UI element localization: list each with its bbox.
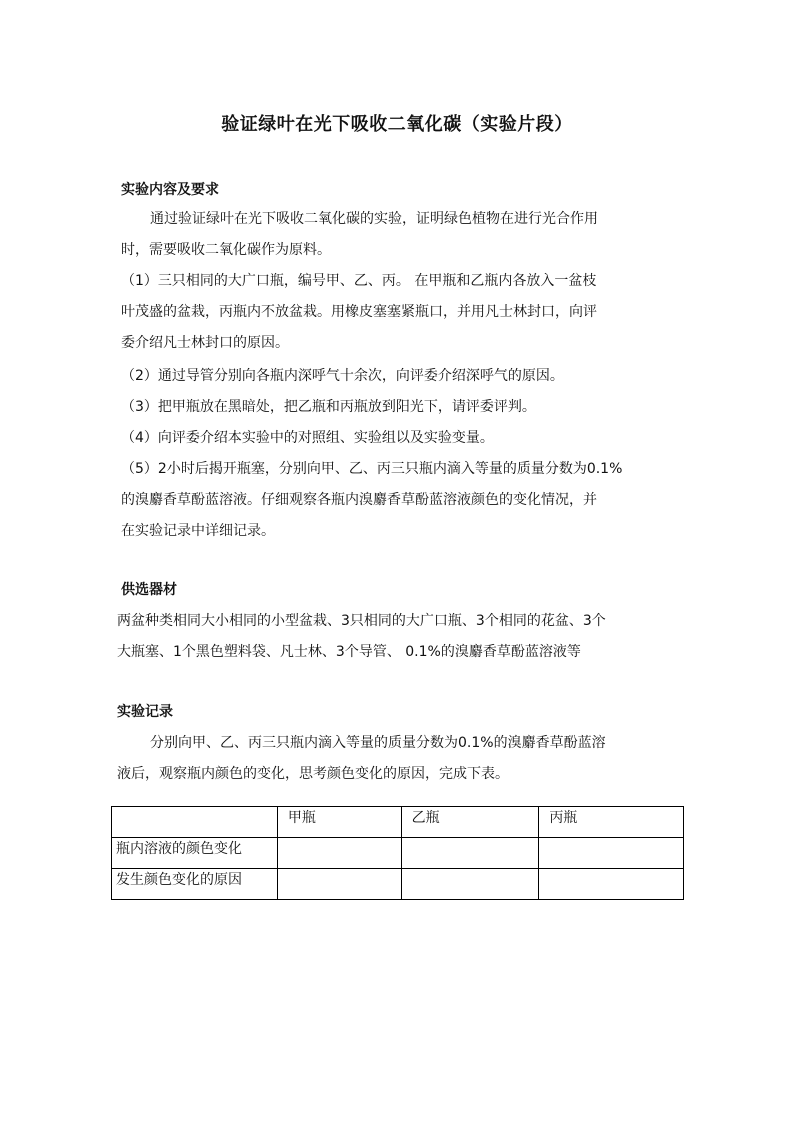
table-header-cell: 丙瓶	[539, 807, 684, 838]
table-cell	[539, 869, 684, 900]
paragraph-line: 时，需要吸收二氧化碳作为原料。	[121, 242, 331, 258]
section-heading-record: 实验记录	[117, 704, 173, 720]
table-row-label: 发生颜色变化的原因	[112, 869, 278, 900]
table-cell	[539, 838, 684, 869]
paragraph-line: （2）通过导管分别向各瓶内深呼气十余次，向评委介绍深呼气的原因。	[121, 368, 564, 384]
paragraph-line: （1）三只相同的大广口瓶，编号甲、乙、丙。 在甲瓶和乙瓶内各放入一盆枝	[121, 273, 597, 289]
section-heading-materials: 供选器材	[121, 582, 177, 598]
table-header-cell	[112, 807, 278, 838]
table-row	[112, 869, 684, 900]
page-title: 验证绿叶在光下吸收二氧化碳（实验片段）	[221, 114, 573, 135]
paragraph-line: 委介绍凡士林封口的原因。	[121, 335, 289, 351]
section-heading-requirements: 实验内容及要求	[121, 182, 219, 198]
table-cell	[401, 838, 539, 869]
paragraph-line: 通过验证绿叶在光下吸收二氧化碳的实验，证明绿色植物在进行光合作用	[150, 211, 598, 227]
paragraph-line: （4）向评委介绍本实验中的对照组、实验组以及实验变量。	[121, 430, 494, 446]
paragraph-line: （3）把甲瓶放在黑暗处，把乙瓶和丙瓶放到阳光下，请评委评判。	[121, 399, 536, 415]
table-header-cell: 甲瓶	[277, 807, 401, 838]
paragraph-line: 的溴麝香草酚蓝溶液。仔细观察各瓶内溴麝香草酚蓝溶液颜色的变化情况，并	[121, 492, 597, 508]
table-cell	[401, 869, 539, 900]
paragraph-line: 在实验记录中详细记录。	[121, 523, 275, 539]
paragraph-line: 两盆种类相同大小相同的小型盆栽、3只相同的大广口瓶、3个相同的花盆、3个	[117, 613, 606, 629]
paragraph-line: 分别向甲、乙、丙三只瓶内滴入等量的质量分数为0.1%的溴麝香草酚蓝溶	[150, 735, 606, 751]
table-cell	[277, 838, 401, 869]
paragraph-line: 大瓶塞、1个黑色塑料袋、凡士林、3个导管、 0.1%的溴麝香草酚蓝溶液等	[117, 644, 581, 660]
paragraph-line: 叶茂盛的盆栽，丙瓶内不放盆栽。用橡皮塞塞紧瓶口，并用凡士林封口，向评	[121, 304, 597, 320]
table-row	[112, 838, 684, 869]
paragraph-line: （5）2小时后揭开瓶塞，分别向甲、乙、丙三只瓶内滴入等量的质量分数为0.1%	[121, 461, 623, 477]
table-row-label: 瓶内溶液的颜色变化	[112, 838, 278, 869]
table-header-row	[112, 807, 684, 838]
paragraph-line: 液后，观察瓶内颜色的变化，思考颜色变化的原因，完成下表。	[117, 766, 509, 782]
table-header-cell: 乙瓶	[401, 807, 539, 838]
record-table	[111, 806, 684, 900]
table-cell	[277, 869, 401, 900]
